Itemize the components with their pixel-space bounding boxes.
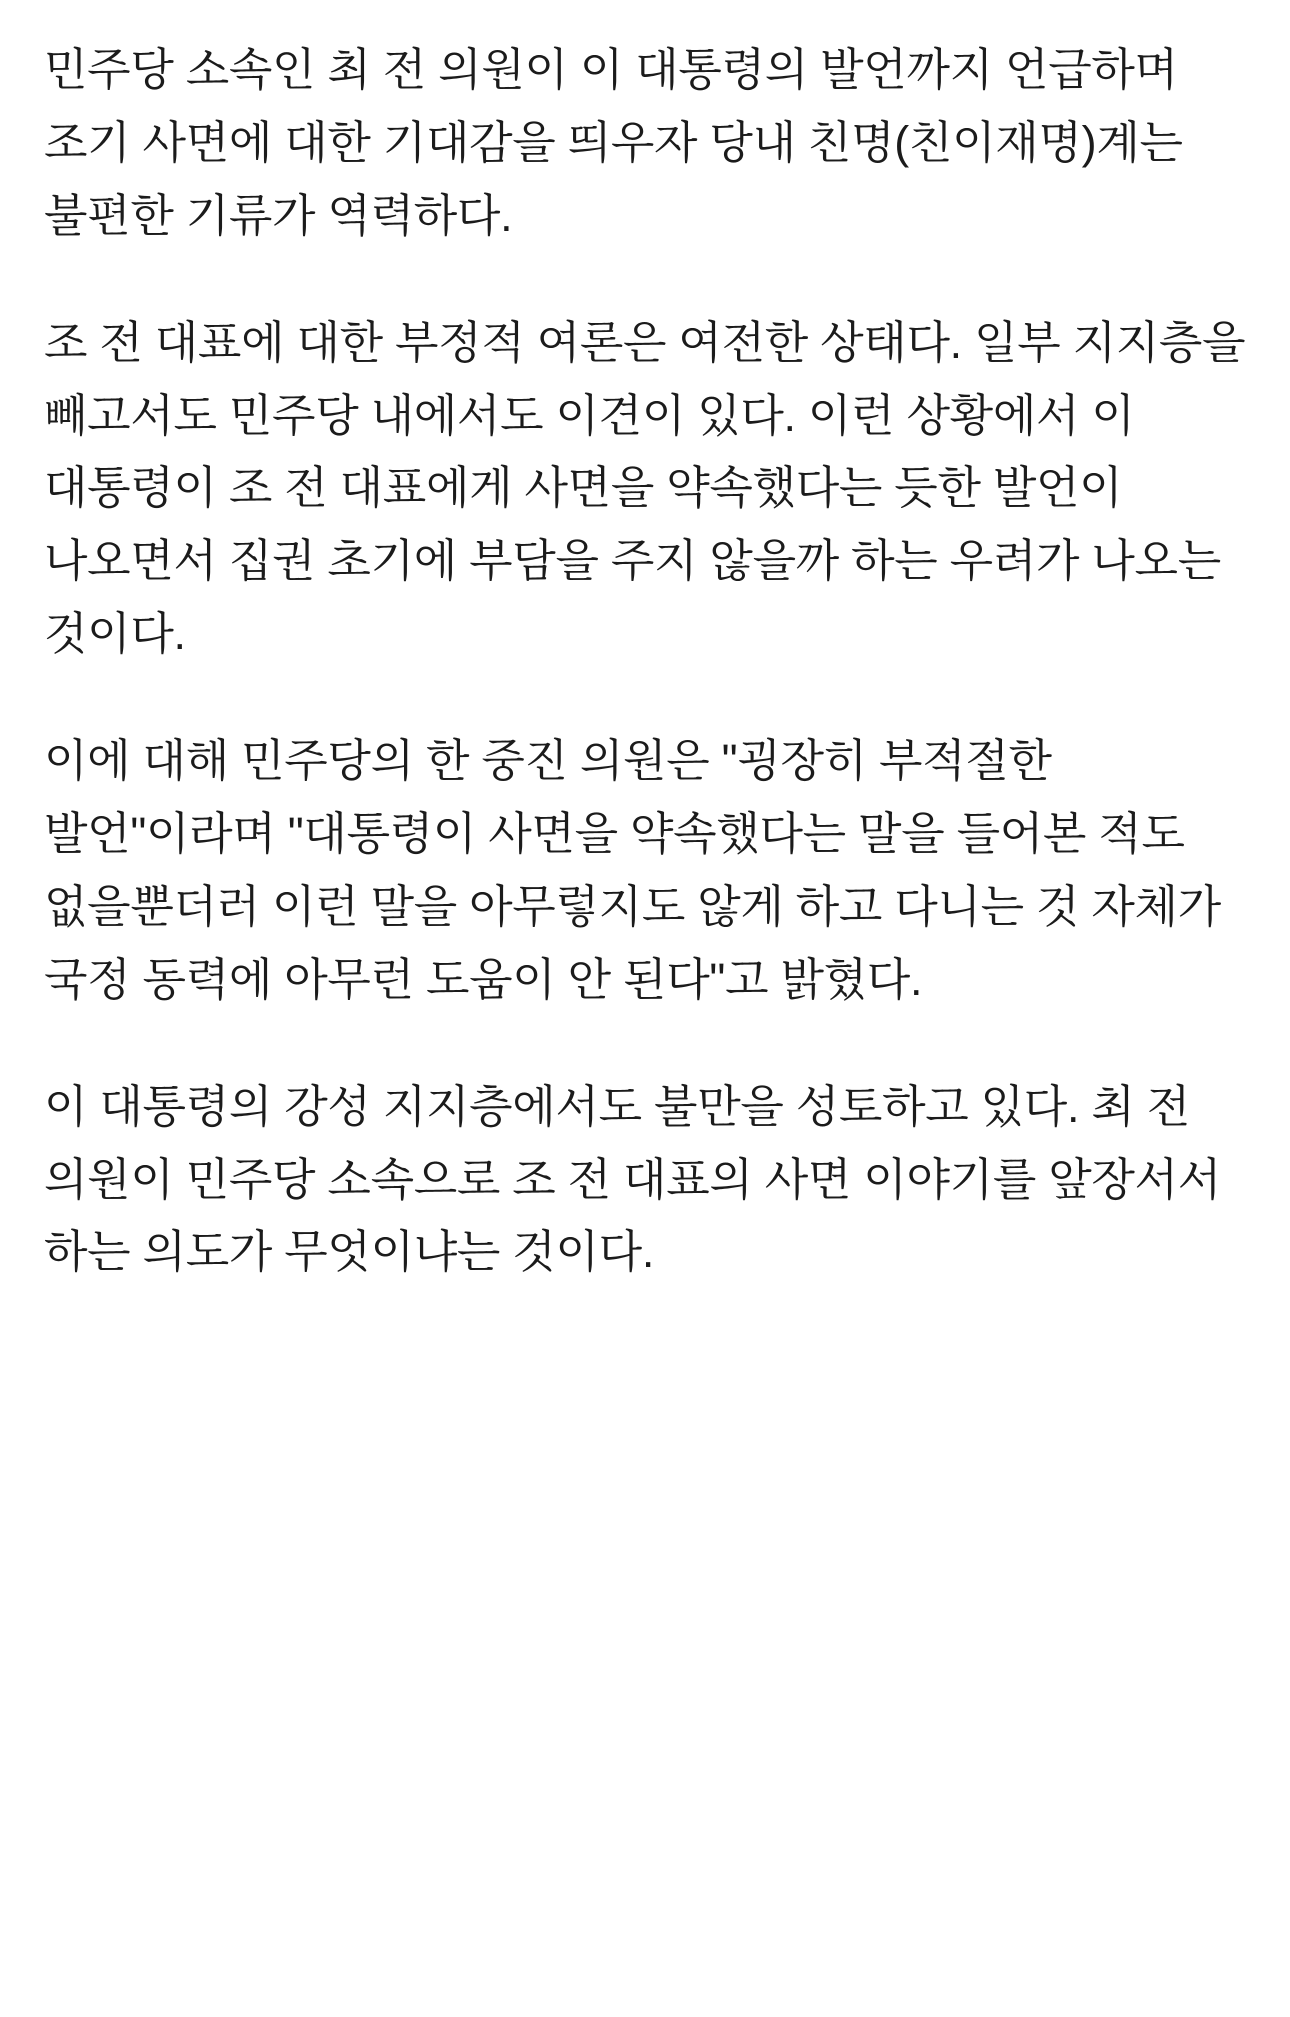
article-paragraph: 이 대통령의 강성 지지층에서도 불만을 성토하고 있다. 최 전 의원이 민주당 소속으로 조 전 대표의 사면 이야기를 앞장서서 하는 의도가 무엇이냐는 것이다. (44, 1080, 1234, 1278)
article-paragraph: 민주당 소속인 최 전 의원이 이 대통령의 발언까지 언급하며 조기 사면에 대한 기대감을 띄우자 당내 친명(친이재명)계는 불편한 기류가 역력하다. (44, 44, 1195, 241)
article-paragraph: 이에 대해 민주당의 한 중진 의원은 "굉장히 부적절한 발언"이라며 "대통령이 사면을 약속했다는 말을 들어본 적도 없을뿐더러 이런 말을 아무렇지도 않게 하고 다니는 것 자체가 국정 동력에 아무런 도움이 안 된다"고 밝혔다. (44, 735, 1234, 1005)
article-paragraph: 조 전 대표에 대한 부정적 여론은 여전한 상태다. 일부 지지층을 빼고서도 민주당 내에서도 이견이 있다. 이런 상황에서 이 대통령이 조 전 대표에게 사면을 약속했다는 듯한 발언이 나오면서 집권 초기에 부담을 주지 않을까 하는 우려가 나오는 것이다. (44, 316, 1258, 660)
